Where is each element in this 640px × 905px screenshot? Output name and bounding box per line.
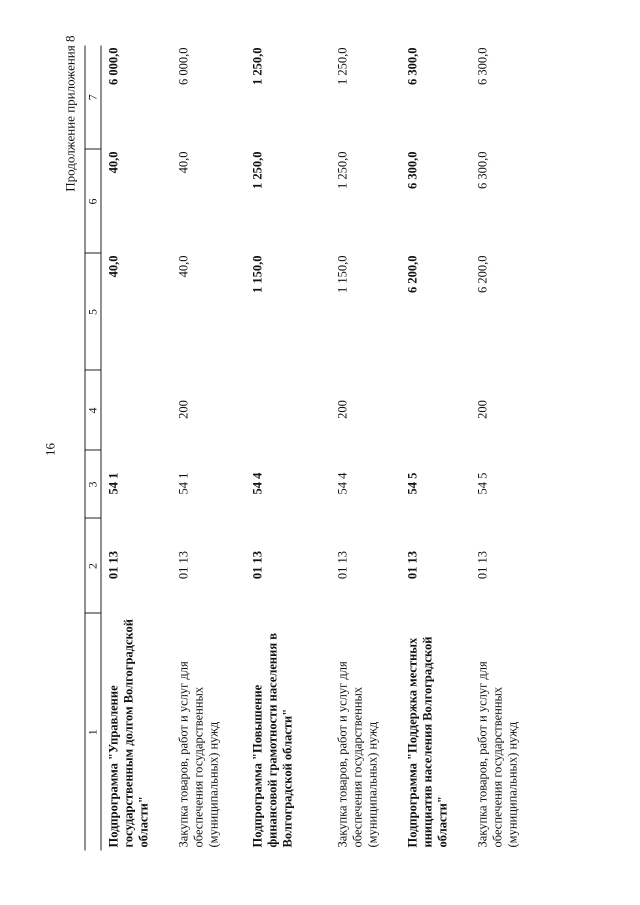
row-col7: 6 000,0 — [106, 47, 120, 85]
column-header-4: 4 — [85, 370, 101, 450]
row-expense-type: 200 — [334, 399, 349, 419]
row-col5: 6 200,0 — [474, 255, 489, 293]
row-col7: 1 250,0 — [334, 47, 349, 85]
row-col5: 1 150,0 — [334, 255, 349, 293]
row-col6: 40,0 — [106, 151, 120, 173]
row-col7: 6 300,0 — [404, 47, 419, 85]
header-row — [85, 45, 101, 850]
row-name: Подпрограмма "Управление государственным долгом Волгоградской области" — [106, 618, 150, 847]
column-header-1: 1 — [85, 613, 101, 850]
row-col6: 1 250,0 — [249, 151, 264, 189]
row-col5: 40,0 — [175, 255, 190, 277]
row-name: Подпрограмма "Поддержка местных инициатив населения Волгоградской области" — [404, 636, 449, 847]
row-col5: 6 200,0 — [404, 255, 419, 293]
row-program: 54 5 — [404, 472, 419, 494]
row-expense-type: 200 — [175, 399, 190, 419]
row-col7: 6 300,0 — [474, 47, 489, 85]
row-name: Подпрограмма "Повышение финансовой грамотности населения в Волгоградской области" — [249, 632, 294, 847]
row-program: 54 1 — [175, 472, 190, 494]
row-col5: 40,0 — [106, 255, 120, 277]
row-name: Закупка товаров, работ и услуг для обеспечения государственных (муниципальных) нужд — [474, 660, 519, 847]
column-header-7: 7 — [85, 45, 101, 149]
row-name: Закупка товаров, работ и услуг для обеспечения государственных (муниципальных) нужд — [175, 660, 220, 847]
table-row-subprogram — [101, 45, 171, 850]
column-header-2: 2 — [85, 518, 101, 613]
row-section: 01 13 — [175, 550, 190, 579]
table-body — [101, 45, 540, 850]
row-section: 01 13 — [249, 550, 264, 579]
row-col5: 1 150,0 — [249, 255, 264, 293]
continuation-label: Продолжение приложения 8 — [62, 35, 77, 192]
row-expense-type — [245, 370, 330, 450]
table-row-purchase — [470, 45, 540, 850]
row-col6: 6 300,0 — [404, 151, 419, 189]
row-col7: 6 000,0 — [175, 47, 190, 85]
column-header-5: 5 — [85, 253, 101, 370]
row-expense-type — [101, 370, 171, 450]
column-header-3: 3 — [85, 450, 101, 518]
page-number: 16 — [42, 442, 57, 456]
table-row-purchase — [171, 45, 245, 850]
table-row-subprogram — [245, 45, 330, 850]
table-header — [85, 45, 101, 850]
budget-table — [84, 45, 540, 850]
row-program: 54 4 — [334, 472, 349, 494]
row-expense-type — [400, 370, 470, 450]
column-header-6: 6 — [85, 149, 101, 253]
row-col6: 6 300,0 — [474, 151, 489, 189]
row-program: 54 1 — [106, 472, 120, 494]
row-program: 54 4 — [249, 472, 264, 494]
row-section: 01 13 — [404, 550, 419, 579]
row-name: Закупка товаров, работ и услуг для обеспечения государственных (муниципальных) нужд — [334, 660, 379, 847]
table-row-purchase — [330, 45, 400, 850]
row-section: 01 13 — [474, 550, 489, 579]
row-expense-type: 200 — [474, 399, 489, 419]
row-col7: 1 250,0 — [249, 47, 264, 85]
row-section: 01 13 — [334, 550, 349, 579]
row-section: 01 13 — [106, 550, 120, 579]
row-col6: 1 250,0 — [334, 151, 349, 189]
row-program: 54 5 — [474, 472, 489, 494]
row-col6: 40,0 — [175, 151, 190, 173]
table-row-subprogram — [400, 45, 470, 850]
